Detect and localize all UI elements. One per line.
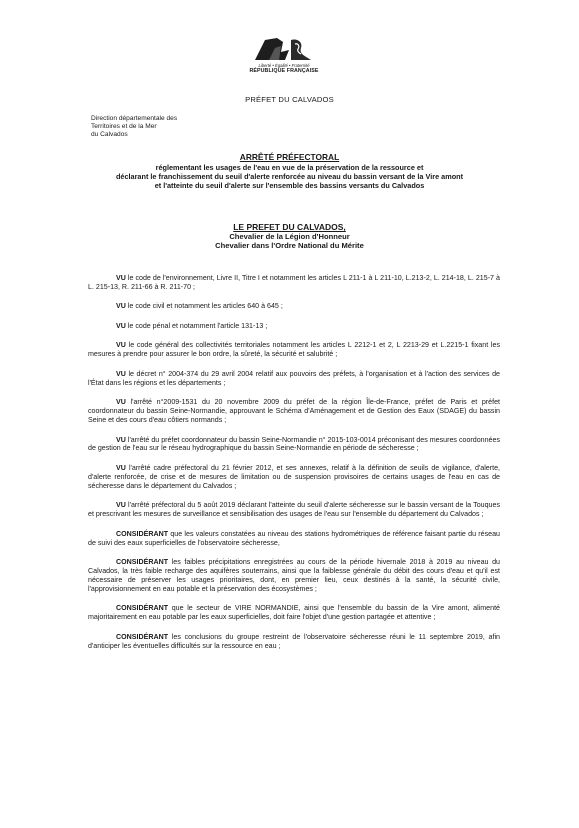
- paragraph-lead: VU: [116, 341, 126, 350]
- paragraph-lead: VU: [116, 435, 126, 444]
- paragraph-lead: VU: [116, 369, 126, 378]
- prefet-title-block: [0, 222, 579, 251]
- paragraph-text: l'arrêté n°2009-1531 du 20 novembre 2009 du préfet de la région Île-de-France, préfet de Paris et préfet coordonnateur du bassin Seine-Normandie, approuvant le Schéma d'Aménagement et de Gestion des Eaux (SDAGE) du bassin Seine et des cours d'eau côtiers normands ;: [88, 398, 500, 425]
- paragraph-lead: VU: [116, 463, 126, 472]
- paragraph-vu-civil: [88, 302, 500, 311]
- paragraph-lead: VU: [116, 274, 126, 282]
- paragraph-text: les conclusions du groupe restreint de l'observatoire sécheresse réuni le 11 septembre 2019, afin d'anticiper les éventuelles difficultés sur la ressource en eau ;: [88, 632, 500, 650]
- paragraph-lead: VU: [116, 501, 126, 510]
- paragraph-lead: VU: [116, 302, 126, 311]
- paragraph-lead: VU: [116, 321, 126, 330]
- paragraph-vu-decret: [88, 370, 500, 388]
- arrete-subtitle: [0, 164, 579, 190]
- paragraph-considerant-vire: [88, 604, 500, 622]
- prefet-honor-1: Chevalier de la Légion d'Honneur: [229, 232, 350, 241]
- direction-line-2: Territoires et de la Mer: [91, 122, 157, 130]
- paragraph-text: les faibles précipitations enregistrées au cours de la période hivernale 2018 à 2019 au niveau du Calvados, la très faible recharge des aquifères souterrains, ainsi que la faiblesse générale du débit des cours d'eau et qu'il est nécessaire de préserver les usages prioritaires, dont, en premier lieu, ceux destinés à la santé, la sécurité civile, l'approvisionnement en eau potable et la préservation des écosystèmes ;: [88, 558, 500, 593]
- paragraph-text: l'arrêté du préfet coordonnateur du bassin Seine-Normandie n° 2015-103-0014 préconisant des mesures coordonnées de gestion de l'eau sur le réseau hydrographique du bassin Seine-Normandie en période de sécheresse ;: [88, 435, 500, 453]
- paragraph-text: l'arrêté cadre préfectoral du 21 février 2012, et ses annexes, relatif à la définition de seuils de vigilance, d'alerte, d'alerte renforcée, de crise et de mesures de limitation ou de suspension provisoires de certains usages de l'eau en cas de sécheresse dans le département du Calvados ;: [88, 463, 500, 490]
- paragraph-lead: CONSIDÉRANT: [116, 558, 169, 567]
- arrete-subtitle-line-1: réglementant les usages de l'eau en vue de la préservation de la ressource et: [155, 163, 424, 172]
- paragraph-vu-sdage: [88, 398, 500, 425]
- paragraph-lead: VU: [116, 398, 126, 407]
- paragraph-vu-touques: [88, 501, 500, 519]
- prefet-honor-2: Chevalier dans l'Ordre National du Mérite: [215, 241, 364, 251]
- paragraph-vu-cadre: [88, 464, 500, 491]
- paragraph-vu-collectivites: [88, 341, 500, 359]
- paragraph-text: le code de l'environnement, Livre II, Titre I et notamment les articles L 211-1 à L 211-10, L.213-2, L. 214-18, L. 215-7 à L. 215-13, R. 211-66 à R. 211-70 ;: [88, 274, 500, 291]
- direction-block: [91, 115, 177, 139]
- paragraph-lead: CONSIDÉRANT: [116, 604, 169, 613]
- arrete-subtitle-line-3: et l'atteinte du seuil d'alerte sur l'ensemble des bassins versants du Calvados: [154, 180, 425, 190]
- paragraph-lead: CONSIDÉRANT: [116, 632, 169, 641]
- logo-republic: RÉPUBLIQUE FRANÇAISE: [249, 68, 319, 74]
- arrete-subtitle-line-2: déclarant le franchissement du seuil d'alerte renforcée au niveau du bassin versant de la Vire amont: [115, 171, 464, 181]
- paragraph-text: le code général des collectivités territoriales notamment les articles L 2212-1 et 2, L 2213-29 et L.2215-1 fixant les mesures à prendre pour assurer le bon ordre, la sûreté, la sécurité et salubrité ;: [88, 341, 500, 359]
- paragraph-considerant-conclusions: [88, 633, 500, 651]
- paragraph-vu-penal: [88, 322, 500, 331]
- paragraph-vu-coordonnateur: [88, 436, 500, 454]
- paragraph-vu-environnement: [88, 274, 500, 292]
- direction-line-3: du Calvados: [91, 130, 128, 138]
- paragraph-text: que les valeurs constatées au niveau des stations hydrométriques de référence faisant partie du réseau de suivi des eaux superficielles de l'observatoire sécheresse,: [88, 529, 500, 547]
- paragraph-text: le décret n° 2004-374 du 29 avril 2004 relatif aux pouvoirs des préfets, à l'organisation et à l'action des services de l'État dans les régions et les départements ;: [88, 369, 500, 387]
- prefet-header: PRÉFET DU CALVADOS: [245, 95, 334, 104]
- paragraph-considerant-precipitations: [88, 558, 500, 594]
- marianne-logo: [246, 36, 322, 74]
- paragraph-lead: CONSIDÉRANT: [116, 529, 169, 538]
- paragraph-text: l'arrêté préfectoral du 5 août 2019 déclarant l'atteinte du seuil d'alerte sécheresse sur le bassin versant de la Touques et prescrivant les mesures de surveillance et sensibilisation des usages de l'eau sur l'ensemble du département du Calvados ;: [88, 501, 500, 519]
- document-body: [88, 274, 500, 661]
- paragraph-text: le code pénal et notamment l'article 131-13 ;: [125, 321, 268, 330]
- arrete-title: ARRÊTÉ PRÉFECTORAL: [239, 152, 340, 162]
- direction-line-1: Direction départementale des: [91, 115, 178, 122]
- paragraph-text: le code civil et notamment les articles 640 à 645 ;: [125, 302, 283, 311]
- paragraph-considerant-valeurs: [88, 530, 500, 548]
- prefet-title: LE PREFET DU CALVADOS,: [233, 222, 346, 232]
- paragraph-text: que le secteur de VIRE NORMANDIE, ainsi que l'ensemble du bassin de la Vire amont, alimenté majoritairement en eau potable par les eaux superficielles, doit faire l'objet d'une gestion partagée et attentive ;: [88, 604, 500, 622]
- marianne-emblem-icon: [251, 36, 317, 62]
- logo-motto: Liberté • Égalité • Fraternité: [258, 63, 310, 68]
